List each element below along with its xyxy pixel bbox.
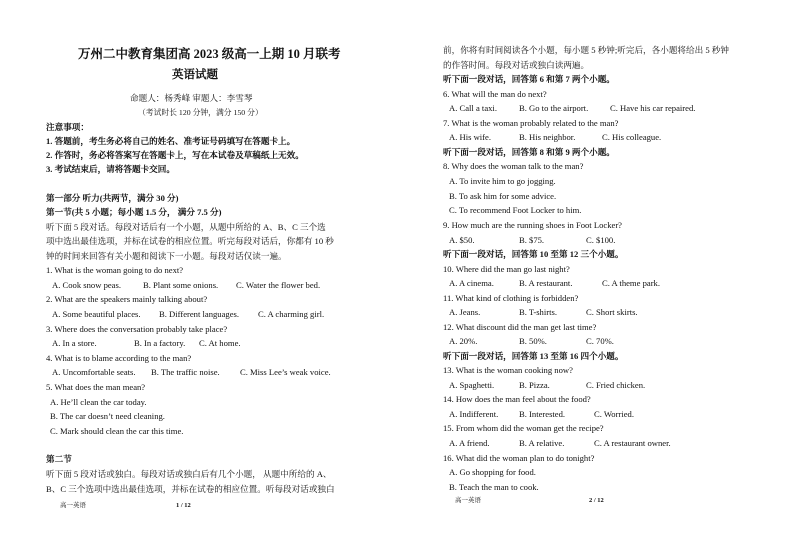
section-heading: 第二节: [46, 454, 72, 464]
option: B. A relative.: [519, 438, 565, 448]
question: 16. What did the woman plan to do tonight?: [443, 453, 595, 463]
question: 2. What are the speakers mainly talking about?: [46, 294, 208, 304]
option: B. In a factory.: [134, 338, 186, 348]
question: 9. How much are the running shoes in Foot Locker?: [443, 220, 622, 230]
option: A. His wife.: [449, 132, 492, 142]
question: 14. How does the man feel about the food?: [443, 394, 591, 404]
option: B. Go to the airport.: [519, 103, 589, 113]
option: A. A cinema.: [449, 278, 494, 288]
question: 11. What kind of clothing is forbidden?: [443, 293, 579, 303]
option: A. He’ll clean the car today.: [50, 397, 147, 407]
question: 6. What will the man do next?: [443, 89, 547, 99]
option: C. Have his car repaired.: [610, 103, 696, 113]
option: A. A friend.: [449, 438, 490, 448]
group-heading: 听下面一段对话，回答第 13 至第 16 四个小题。: [443, 351, 624, 361]
note-item: 1. 答题前，考生务必将自己的姓名、准考证号码填写在答题卡上。: [46, 136, 296, 146]
option: B. T-shirts.: [519, 307, 557, 317]
question: 13. What is the woman cooking now?: [443, 365, 573, 375]
exam-title: 万州二中教育集团高 2023 级高一上期 10 月联考: [78, 47, 341, 61]
option: A. Indifferent.: [449, 409, 499, 419]
option: C. Short skirts.: [586, 307, 638, 317]
option: C. At home.: [199, 338, 241, 348]
section-heading: 第一节(共 5 小题；每小题 1.5 分， 满分 7.5 分): [46, 207, 222, 217]
option: B. The car doesn’t need cleaning.: [50, 411, 165, 421]
option: A. Call a taxi.: [449, 103, 497, 113]
option: C. His colleague.: [602, 132, 662, 142]
instruction-line: 听下面 5 段对话。每段对话后有一个小题，从题中所给的 A、B、C 三个选: [46, 222, 326, 232]
question: 8. Why does the woman talk to the man?: [443, 161, 584, 171]
notes-title: 注意事项：: [46, 122, 89, 132]
option: C. Worried.: [594, 409, 634, 419]
option: B. Interested.: [519, 409, 566, 419]
option: A. Cook snow peas.: [52, 280, 121, 290]
option: A. Some beautiful places.: [52, 309, 141, 319]
option: A. 20%.: [449, 336, 478, 346]
exam-subtitle: 英语试题: [172, 69, 218, 81]
question: 7. What is the woman probably related to the man?: [443, 118, 619, 128]
option: B. Teach the man to cook.: [449, 482, 539, 492]
option: C. $100.: [586, 235, 616, 245]
option: B. $75.: [519, 235, 545, 245]
option: B. A restaurant.: [519, 278, 573, 288]
group-heading: 听下面一段对话，回答第 6 和第 7 两个小题。: [443, 74, 615, 84]
footer-subject: 高一英语: [60, 502, 86, 509]
option: B. Plant some onions.: [143, 280, 219, 290]
question: 10. Where did the man go last night?: [443, 264, 570, 274]
option: B. 50%.: [519, 336, 547, 346]
option: B. Different languages.: [159, 309, 240, 319]
group-heading: 听下面一段对话，回答第 10 至第 12 三个小题。: [443, 249, 624, 259]
instruction-line: 项中选出最佳选项，并标在试卷的相应位置。听完每段对话后，你都有 10 秒: [46, 236, 334, 246]
instruction-line: 钟的时间来回答有关小题和阅读下一小题。每段对话仅读一遍。: [46, 251, 287, 261]
question: 12. What discount did the man get last time?: [443, 322, 597, 332]
exam-info: （考试时长 120 分钟，满分 150 分）: [138, 108, 263, 117]
footer-subject: 高一英语: [455, 497, 481, 504]
option: C. Mark should clean the car this time.: [50, 426, 184, 436]
option: A. Go shopping for food.: [449, 467, 536, 477]
note-item: 3. 考试结束后，请将答题卡交回。: [46, 164, 175, 174]
option: B. The traffic noise.: [151, 367, 220, 377]
instruction-line: 的作答时间。每段对话或独白读两遍。: [443, 60, 590, 70]
authors: 命题人：杨秀峰 审题人：李雪琴: [130, 93, 253, 103]
option: C. A charming girl.: [258, 309, 325, 319]
question: 4. What is to blame according to the man?: [46, 353, 192, 363]
option: B. His neighbor.: [519, 132, 576, 142]
option: C. Fried chicken.: [586, 380, 646, 390]
instruction-line: 前，你将有时间阅读各个小题，每小题 5 秒钟;听完后，各小题将给出 5 秒钟: [443, 45, 729, 55]
option: A. Jeans.: [449, 307, 481, 317]
option: A. $50.: [449, 235, 475, 245]
question: 1. What is the woman going to do next?: [46, 265, 184, 275]
option: C. A theme park.: [602, 278, 660, 288]
part-heading: 第一部分 听力(共两节，满分 30 分): [46, 193, 179, 203]
question: 3. Where does the conversation probably take place?: [46, 324, 228, 334]
footer-page-number: 1 / 12: [176, 502, 191, 509]
option: A. Uncomfortable seats.: [52, 367, 136, 377]
option: C. Miss Lee’s weak voice.: [240, 367, 331, 377]
option: B. To ask him for some advice.: [449, 191, 557, 201]
option: B. Pizza.: [519, 380, 550, 390]
option: A. Spaghetti.: [449, 380, 495, 390]
group-heading: 听下面一段对话，回答第 8 和第 9 两个小题。: [443, 147, 615, 157]
option: A. In a store.: [52, 338, 97, 348]
footer-page-number: 2 / 12: [589, 497, 604, 504]
question: 5. What does the man mean?: [46, 382, 146, 392]
option: C. 70%.: [586, 336, 614, 346]
option: C. Water the flower bed.: [236, 280, 321, 290]
option: A. To invite him to go jogging.: [449, 176, 556, 186]
instruction-line: 听下面 5 段对话或独白。每段对话或独白后有几个小题， 从题中所给的 A、: [46, 469, 332, 479]
option: C. To recommend Foot Locker to him.: [449, 205, 582, 215]
question: 15. From whom did the woman get the recipe?: [443, 423, 604, 433]
note-item: 2. 作答时，务必将答案写在答题卡上，写在本试卷及草稿纸上无效。: [46, 150, 304, 160]
instruction-line: B、C 三个选项中选出最佳选项，并标在试卷的相应位置。听每段对话或独白: [46, 484, 335, 494]
option: C. A restaurant owner.: [594, 438, 671, 448]
